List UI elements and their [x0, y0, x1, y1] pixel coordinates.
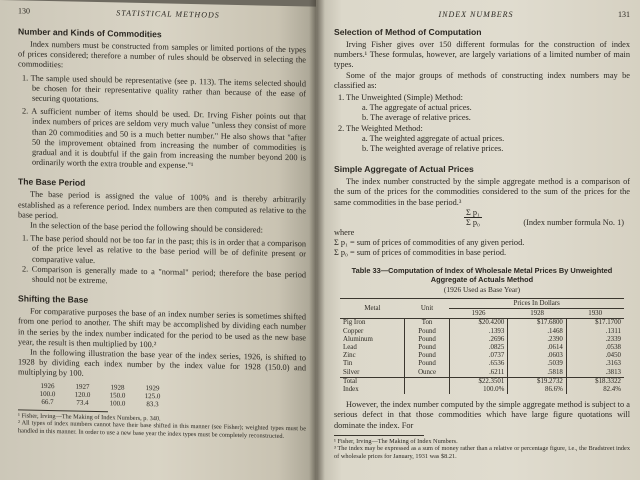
- price-cell: .2390: [508, 336, 567, 344]
- metal-name: Zinc: [340, 352, 405, 360]
- list-subitem: a. The aggregate of actual prices.: [362, 103, 472, 113]
- footnote: ¹ Fisher, Irving—The Making of Index Numbers.: [334, 437, 458, 445]
- table-cell: 1926: [40, 381, 55, 390]
- price-cell: .1311: [566, 328, 624, 336]
- price-cell: .0538: [566, 344, 624, 352]
- section-heading-simple-aggregate: Simple Aggregate of Actual Prices: [334, 164, 474, 175]
- right-page-content: [334, 10, 630, 460]
- metal-name: Aluminum: [340, 336, 405, 344]
- right-page: [316, 0, 640, 480]
- paragraph: Irving Fisher gives over 150 different formulas for the construction of index numbers.¹ These formulas, however, are largely variations of a limited number of main types.: [334, 40, 630, 70]
- index-row: [340, 386, 624, 394]
- table-row: [340, 336, 624, 344]
- price-cell: .0825: [449, 344, 508, 352]
- left-page-number: 130: [18, 6, 30, 16]
- paragraph: However, the index number computed by the simple aggregate method is subject to a serious defect in that those commodities which have large figure quotations will dominate the index. For: [334, 400, 630, 430]
- footnote-divider: [334, 435, 424, 436]
- right-page-number: 131: [618, 10, 630, 19]
- table-row: [340, 352, 624, 360]
- index-value: 86.6%: [508, 386, 567, 394]
- left-page: [0, 0, 316, 480]
- price-cell: .1393: [449, 328, 508, 336]
- table-cell: 120.0: [74, 390, 91, 399]
- table-row: [340, 319, 624, 328]
- metal-prices-table: [340, 298, 624, 394]
- total-value: $18.3322: [566, 377, 624, 386]
- price-cell: .3163: [566, 360, 624, 368]
- price-cell: .6536: [449, 360, 508, 368]
- footnote: ¹ Fisher, Irving—The Making of Index Numbers, p. 340.: [18, 412, 161, 423]
- price-cell: .2339: [566, 336, 624, 344]
- section-heading-commodities: Number and Kinds of Commodities: [18, 26, 162, 40]
- definition-line: Σ p₁ = sum of prices of commodities of any given period.: [334, 238, 525, 248]
- list-subitem: b. The average of relative prices.: [362, 113, 471, 123]
- table-cell: 150.0: [109, 390, 126, 400]
- footnote: ² All types of index numbers cannot have their base shifted in this manner (see Fisher); weighted types must be handled in this manner. In order to use a new base year the index types must be completely reconstructed.: [18, 419, 306, 440]
- definition-line: Σ p₀ = sum of prices of commodities in base period.: [334, 248, 507, 258]
- price-cell: $20.4200: [449, 319, 508, 328]
- left-running-head: [18, 6, 306, 21]
- metal-name: Lead: [340, 344, 405, 352]
- base-shift-table: [30, 381, 170, 408]
- table-row: [340, 328, 624, 336]
- list-item: 1. The sample used should be representative (see p. 113). The items selected should be chosen for their representative quality rather than because of the ease of securing quotations.: [22, 73, 306, 105]
- table-caption: Table 33—Computation of Index of Wholesale Metal Prices By Unweighted Aggregate of Actuals Method: [351, 266, 613, 285]
- section-heading-selection-method: Selection of Method of Computation: [334, 27, 482, 37]
- section-heading-shifting-base: Shifting the Base: [18, 293, 89, 306]
- index-value: 100.0%: [449, 386, 508, 394]
- left-page-content: [18, 6, 306, 440]
- unit-cell: Pound: [418, 344, 436, 352]
- metal-name: Tin: [340, 360, 405, 368]
- unit-cell: Ton: [421, 319, 433, 327]
- right-running-title: INDEX NUMBERS: [438, 10, 514, 19]
- list-item: 2. A sufficient number of items should be used. Dr. Irving Fisher points out that index numbers of prices are seldom very much value "unless they consist of more than 20 commodities and 50 is a much better number." He also shows that "after 50 the improvement obtained from increasing the number of commodities is gradual and it is doubtful if the gain from increasing the number beyond 200 is ordinarily worth the extra trouble and expense."¹: [22, 106, 306, 171]
- metal-name: Pig Iron: [340, 319, 405, 328]
- list-item: 2. The Weighted Method:: [338, 123, 423, 133]
- footnote: ³ The index may be expressed as a sum of money rather than a relative or percentage figure, i.e., the Bradstreet index of wholesale prices for January, 1931 was $8.21.: [334, 445, 630, 460]
- list-item: 1. The Unweighted (Simple) Method:: [338, 93, 463, 103]
- price-cell: .0737: [449, 352, 508, 360]
- price-cell: .2696: [449, 336, 508, 344]
- price-cell: $17.1700: [566, 319, 624, 328]
- left-running-title: STATISTICAL METHODS: [116, 8, 220, 20]
- table-cell: 83.3: [146, 399, 159, 409]
- table-cell: 125.0: [144, 391, 161, 401]
- where-text: where: [334, 227, 355, 237]
- column-header-metal: Metal: [340, 299, 405, 319]
- price-cell: .0450: [566, 352, 624, 360]
- list-subitem: a. The weighted aggregate of actual prices.: [362, 133, 505, 143]
- metal-name: Silver: [340, 369, 405, 378]
- total-value: $22.3501: [449, 377, 508, 386]
- formula-denominator: Σ p₀: [466, 217, 480, 227]
- total-value: $19.2732: [508, 377, 567, 386]
- table-subcaption: (1926 Used as Base Year): [443, 285, 521, 295]
- price-cell: .6211: [449, 369, 508, 378]
- index-value: 82.4%: [566, 386, 624, 394]
- formula-label: (Index number formula No. 1): [523, 217, 624, 227]
- index-label: Index: [340, 386, 405, 394]
- paragraph: The base period is assigned the value of 100% and is thereby arbitrarily established as a reference period. Index numbers are then computed as relative to the base period.: [18, 190, 306, 221]
- column-header-year: 1926: [449, 309, 508, 319]
- table-cell: 73.4: [76, 398, 89, 407]
- unit-cell: Ounce: [418, 368, 437, 376]
- table-cell: 1929: [145, 383, 160, 393]
- paragraph: In the selection of the base period the following should be considered:: [30, 220, 263, 235]
- price-cell: .3813: [566, 369, 624, 378]
- table-cell: 66.7: [41, 397, 54, 406]
- price-cell: .1468: [508, 328, 567, 336]
- list-item: 2. Comparison is generally made to a "normal" period; therefore the base period should not be extreme.: [22, 264, 306, 286]
- total-label: Total: [340, 377, 405, 386]
- total-row: [340, 377, 624, 386]
- table-row: [340, 344, 624, 352]
- paragraph: For comparative purposes the base of an index number series is sometimes shifted from one period to another. The shift may be accomplished by dividing each number in the series by the index number indicated for the period to be used as the new base year, the result is then multiplied by 100.²: [18, 306, 306, 350]
- column-header-year: 1930: [566, 309, 624, 319]
- unit-cell: Pound: [418, 327, 436, 335]
- table-cell: 100.0: [109, 398, 126, 408]
- column-header-unit: Unit: [405, 299, 450, 319]
- book-gutter: [309, 0, 325, 480]
- list-item: 1. The base period should not be too far in the past; this is in order that a comparison of the price level as relative to the base period will be of definite present or comparative value.: [22, 233, 306, 265]
- metal-name: Copper: [340, 328, 405, 336]
- column-header-year: 1928: [508, 309, 567, 319]
- paragraph: Some of the major groups of methods of constructing index numbers may be classified as:: [334, 70, 630, 90]
- table-cell: 100.0: [39, 389, 56, 398]
- column-header-prices: Prices In Dollars: [449, 299, 624, 309]
- price-cell: .0614: [508, 344, 567, 352]
- paragraph: In the following illustration the base year of the index series, 1926, is shifted to 1928 by dividing each index number by the index value for 1928 (150.0) and multiplying by 100.: [18, 347, 306, 379]
- formula-numerator: Σ p₁: [466, 207, 480, 217]
- unit-cell: Pound: [418, 335, 436, 343]
- table-row: [340, 369, 624, 378]
- table-row: [340, 360, 624, 368]
- paragraph: The index number constructed by the simple aggregate method is a comparison of the sum of the prices for the commodities considered to the sum of the prices for the same commodities in the base period.³: [334, 177, 630, 207]
- list-subitem: b. The weighted average of relative prices.: [362, 144, 504, 154]
- paragraph: Index numbers must be constructed from samples or limited portions of the types of prices considered; therefore a number of rules should be observed in selecting the commodities:: [18, 39, 306, 70]
- price-cell: .5818: [508, 369, 567, 378]
- section-heading-base-period: The Base Period: [18, 176, 86, 189]
- price-cell: $17.6800: [508, 319, 567, 328]
- unit-cell: Pound: [418, 352, 436, 360]
- table-cell: 1927: [75, 382, 90, 391]
- price-cell: .5039: [508, 360, 567, 368]
- table-cell: 1928: [110, 383, 125, 392]
- right-running-head: [334, 10, 630, 19]
- formula-fraction: [464, 208, 482, 227]
- price-cell: .0603: [508, 352, 567, 360]
- unit-cell: Pound: [418, 360, 436, 368]
